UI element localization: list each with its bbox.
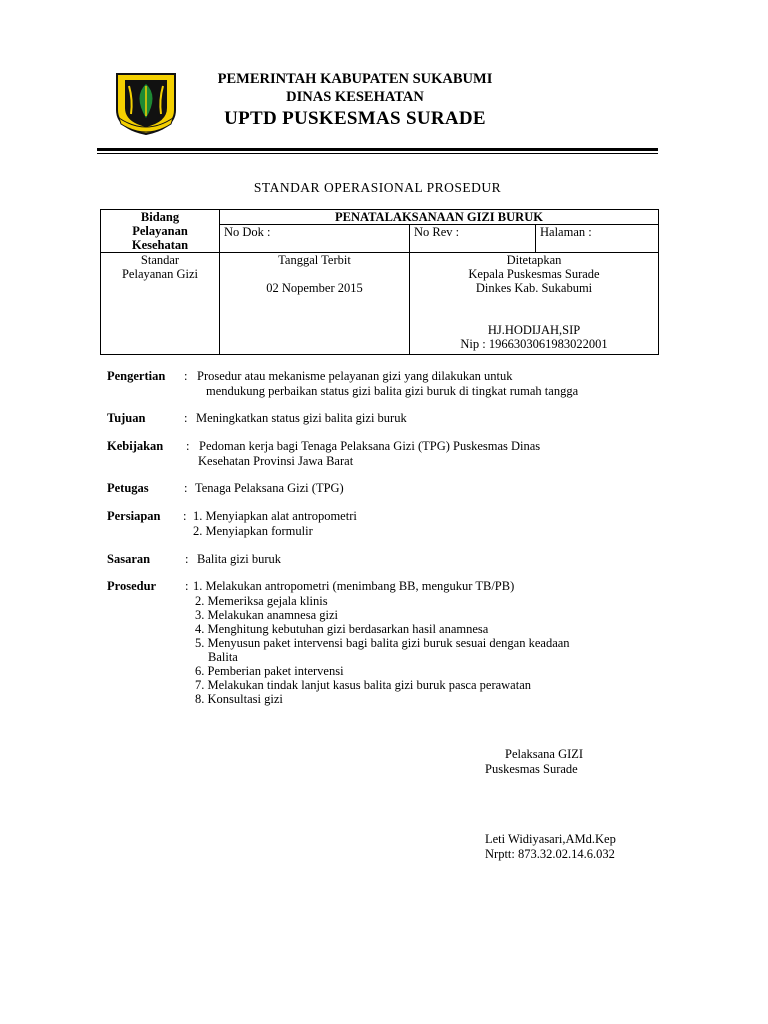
prosedur-item: 5. Menyusun paket intervensi bagi balita gizi buruk sesuai dengan keadaan	[195, 636, 570, 650]
colon: :	[185, 579, 189, 593]
colon: :	[186, 439, 190, 453]
bidang-label: Bidang	[140, 210, 180, 224]
dinkes-label: Dinkes Kab. Sukabumi	[475, 281, 593, 295]
persiapan-item: 2. Menyiapkan formulir	[193, 524, 313, 538]
prosedur-item: 3. Melakukan anamnesa gizi	[195, 608, 339, 622]
persiapan-item: 1. Menyiapkan alat antropometri	[193, 509, 357, 523]
letterhead-department: DINAS KESEHATAN	[286, 89, 424, 105]
cell-ditetapkan	[410, 253, 659, 355]
tanggal-terbit-label: Tanggal Terbit	[278, 253, 351, 267]
kepala-label: Kepala Puskesmas Surade	[468, 267, 600, 281]
kebijakan-line-1: Pedoman kerja bagi Tenaga Pelaksana Gizi (TPG) Puskesmas Dinas	[199, 439, 541, 453]
prosedur-item: 7. Melakukan tindak lanjut kasus balita gizi buruk pasca perawatan	[195, 678, 532, 692]
pejabat-nip: Nip : 1966303061983022001	[460, 337, 608, 351]
tanggal-value: 02 Nopember 2015	[266, 281, 363, 295]
colon: :	[184, 481, 188, 495]
letterhead-rule-thin	[97, 153, 658, 154]
label-tujuan: Tujuan	[107, 411, 146, 425]
letterhead-government: PEMERINTAH KABUPATEN SUKABUMI	[217, 71, 493, 87]
petugas-line-1: Tenaga Pelaksana Gizi (TPG)	[195, 481, 344, 495]
prosedur-item-continuation: Balita	[208, 650, 238, 664]
colon: :	[184, 369, 188, 383]
pengertian-line-1: Prosedur atau mekanisme pelayanan gizi yang dilakukan untuk	[197, 369, 513, 383]
cell-standar	[101, 253, 220, 355]
no-rev-cell: No Rev :	[410, 225, 536, 253]
label-petugas: Petugas	[107, 481, 149, 495]
prosedur-item: 1. Melakukan antropometri (menimbang BB, mengukur TB/PB)	[193, 579, 515, 593]
prosedur-item: 8. Konsultasi gizi	[195, 692, 283, 706]
emblem-icon	[113, 70, 179, 136]
tujuan-line-1: Meningkatkan status gizi balita gizi buruk	[196, 411, 407, 425]
colon: :	[185, 552, 189, 566]
pengertian-line-2: mendukung perbaikan status gizi balita gizi buruk di tingkat rumah tangga	[206, 384, 579, 398]
signature-unit: Puskesmas Surade	[485, 762, 578, 776]
letterhead-unit: UPTD PUSKESMAS SURADE	[224, 108, 486, 129]
no-dok-cell: No Dok :	[220, 225, 410, 253]
pelayanan-label: Pelayanan	[132, 224, 188, 238]
standar-label: Standar	[140, 253, 180, 267]
pejabat-name: HJ.HODIJAH,SIP	[487, 323, 581, 337]
table-heading: PENATALAKSANAAN GIZI BURUK	[220, 210, 659, 225]
letterhead-rule-thick	[97, 148, 658, 151]
halaman-cell: Halaman :	[536, 225, 659, 253]
sukabumi-emblem-logo	[113, 70, 179, 136]
signature-name: Leti Widiyasari,AMd.Kep	[485, 832, 616, 846]
label-prosedur: Prosedur	[107, 579, 157, 593]
colon: :	[183, 509, 187, 523]
kebijakan-line-2: Kesehatan Provinsi Jawa Barat	[198, 454, 354, 468]
sop-title: STANDAR OPERASIONAL PROSEDUR	[253, 180, 502, 195]
label-kebijakan: Kebijakan	[107, 439, 164, 453]
sop-header-table	[100, 209, 659, 355]
pelayanan-gizi-label: Pelayanan Gizi	[121, 267, 198, 281]
label-persiapan: Persiapan	[107, 509, 161, 523]
signature-role: Pelaksana GIZI	[505, 747, 584, 761]
cell-bidang	[101, 210, 220, 253]
sasaran-line-1: Balita gizi buruk	[197, 552, 282, 566]
cell-tanggal	[220, 253, 410, 355]
ditetapkan-label: Ditetapkan	[506, 253, 562, 267]
signature-nrptt: Nrptt: 873.32.02.14.6.032	[485, 847, 615, 861]
prosedur-item: 6. Pemberian paket intervensi	[195, 664, 344, 678]
prosedur-item: 4. Menghitung kebutuhan gizi berdasarkan hasil anamnesa	[195, 622, 489, 636]
prosedur-item: 2. Memeriksa gejala klinis	[195, 594, 328, 608]
label-sasaran: Sasaran	[107, 552, 151, 566]
label-pengertian: Pengertian	[107, 369, 166, 383]
kesehatan-label: Kesehatan	[131, 238, 189, 252]
colon: :	[184, 411, 188, 425]
